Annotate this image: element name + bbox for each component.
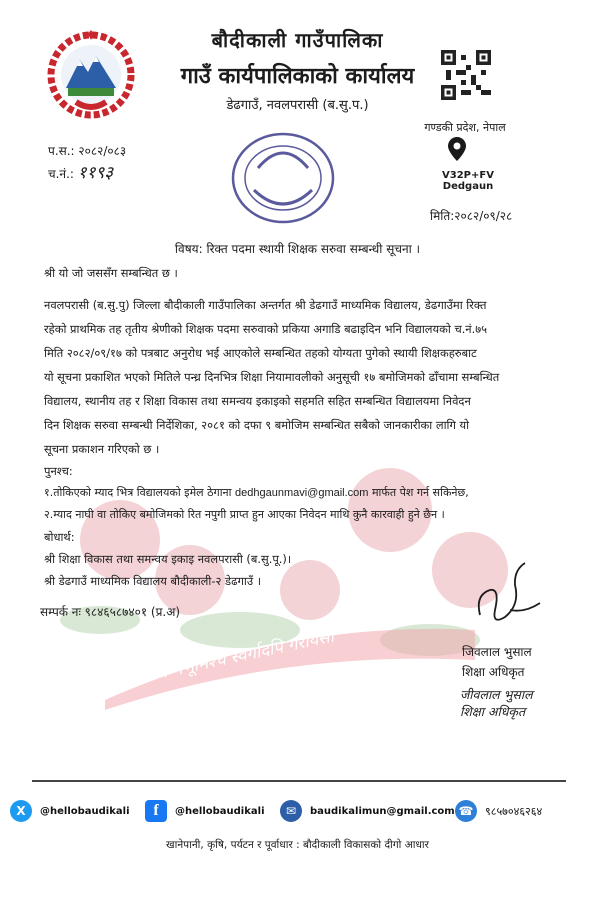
footer-facebook[interactable]: [145, 796, 265, 826]
note-1-suffix: मार्फत पेश गर्न सकिनेछ,: [368, 486, 469, 499]
letter-subject: विषय: रिक्त पदमा स्थायी शिक्षक सरुवा सम्बन्धी सूचना ।: [174, 242, 421, 256]
facebook-icon: f: [145, 800, 167, 822]
salutation: श्री यो जो जससँग सम्बन्धित छ ।: [44, 266, 178, 280]
stamp-title: शिक्षा अधिकृत: [460, 704, 526, 719]
footer-tagline: खानेपानी, कृषि, पर्यटन र पूर्वाधार : बौदीकाली विकासको दीगो आधार: [166, 839, 429, 851]
signer-title: शिक्षा अधिकृत: [462, 665, 525, 679]
footer-twitter[interactable]: [10, 796, 130, 826]
body-line-1: नवलपरासी (ब.सु.पु) जिल्ला बौदीकाली गाउँपालिका अन्तर्गत श्री डेढगाउँ माध्यमिक विद्यालय, डेढगाउँमा रिक्त: [44, 298, 487, 312]
letter-date: मिति:२०८२/०९/२८: [430, 209, 513, 223]
letter-cn-number: [48, 160, 113, 183]
note-1: [44, 482, 556, 505]
twitter-handle: @hellobaudikali: [40, 805, 130, 817]
signer-block: [462, 642, 532, 682]
province-label: गण्डकी प्रदेश, नेपाल: [424, 121, 506, 134]
school-email: dedhgaunmavi@gmail.com: [235, 487, 369, 499]
cn-handwritten: ११९३: [77, 163, 114, 183]
body-line-3: मिति २०८२/०९/१७ को पत्रबाट अनुरोध भई आएकोले सम्बन्धित तहको योग्यता पुगेको स्थायी शिक्षकहरुबाट: [44, 346, 477, 360]
body-line-5: विद्यालय, स्थानीय तह र शिक्षा विकास तथा समन्वय इकाइको सहमति सहित सम्बन्धित विद्यालयमा निवेदन: [44, 394, 471, 408]
contact-number: सम्पर्क नः ९८४६५८७४०१ (प्र.अ): [40, 605, 181, 619]
body-line-6: दिन शिक्षक सरुवा सम्बन्धी निर्देशिका, २०८१ को दफा ९ बमोजिम सम्बन्धित सबैको जानकारीका लागि यो: [44, 418, 470, 432]
phone-icon: ☎: [455, 800, 477, 822]
cc-item-1: श्री शिक्षा विकास तथा समन्वय इकाइ नवलपरासी (ब.सु.पू.)।: [44, 552, 292, 566]
phone-number: ९८५७०४६२६४: [485, 804, 543, 818]
municipality-name: बौदीकाली गाउँपालिका: [211, 28, 384, 52]
office-stamp: [228, 128, 338, 228]
body-line-4: यो सूचना प्रकाशित भएको मितिले पन्ध्र दिनभित्र शिक्षा नियामावलीको अनुसूची १७ बमोजिमको ढाँचामा सम्बन्धित: [44, 370, 500, 384]
location-pin-icon: [448, 137, 466, 161]
body-line-7: सूचना प्रकाशन गरिएको छ ।: [44, 442, 160, 456]
footer-email[interactable]: [280, 796, 455, 826]
facebook-handle: @hellobaudikali: [175, 805, 265, 817]
email-icon: ✉: [280, 800, 302, 822]
letter-ps-number: प.स.: २०८२/०८३: [48, 144, 127, 158]
cc-heading: बोधार्थ:: [44, 530, 75, 544]
note-heading: पुनश्च:: [44, 464, 73, 478]
plus-code: V32P+FV Dedgaun: [442, 170, 494, 192]
footer-phone[interactable]: [455, 796, 542, 826]
motto-text: जननी जन्मभूमिश्च स्वर्गादपि गरीयसी: [111, 626, 336, 693]
note-1-prefix: १.तोकिएको म्याद भित्र विद्यालयको इमेल ठेगाना: [44, 486, 235, 499]
cn-label: च.नं.:: [48, 167, 78, 181]
cc-item-2: श्री डेढगाउँ माध्यमिक विद्यालय बौदीकाली-२ डेढगाउँ ।: [44, 574, 262, 588]
body-line-2: रहेको प्राथमिक तह तृतीय श्रेणीको शिक्षक पदमा सरुवाको प्रकिया अगाडि बढाइदिन भनि विद्यालयको च.नं.७५: [44, 322, 488, 336]
office-address: डेढगाउँ, नवलपरासी (ब.सु.प.): [226, 98, 369, 113]
office-name: गाउँ कार्यपालिकाको कार्यालय: [180, 64, 415, 89]
footer-divider: [32, 780, 566, 782]
signer-name: जिवलाल भुसाल: [462, 645, 532, 659]
signature: [470, 555, 550, 640]
twitter-icon: X: [10, 800, 32, 822]
signature-stamp: [460, 686, 533, 720]
email-address: baudikalimun@gmail.com: [310, 805, 455, 817]
note-2: २.म्याद नाघी वा तोकिए बमोजिमको रित नपुगी प्राप्त हुन आएका निवेदन माथि कुनै कारवाही हुने छैन ।: [44, 508, 445, 521]
stamp-name: जीवलाल भुसाल: [460, 687, 533, 702]
qr-code: [441, 50, 491, 100]
footer-contacts: [10, 796, 590, 826]
